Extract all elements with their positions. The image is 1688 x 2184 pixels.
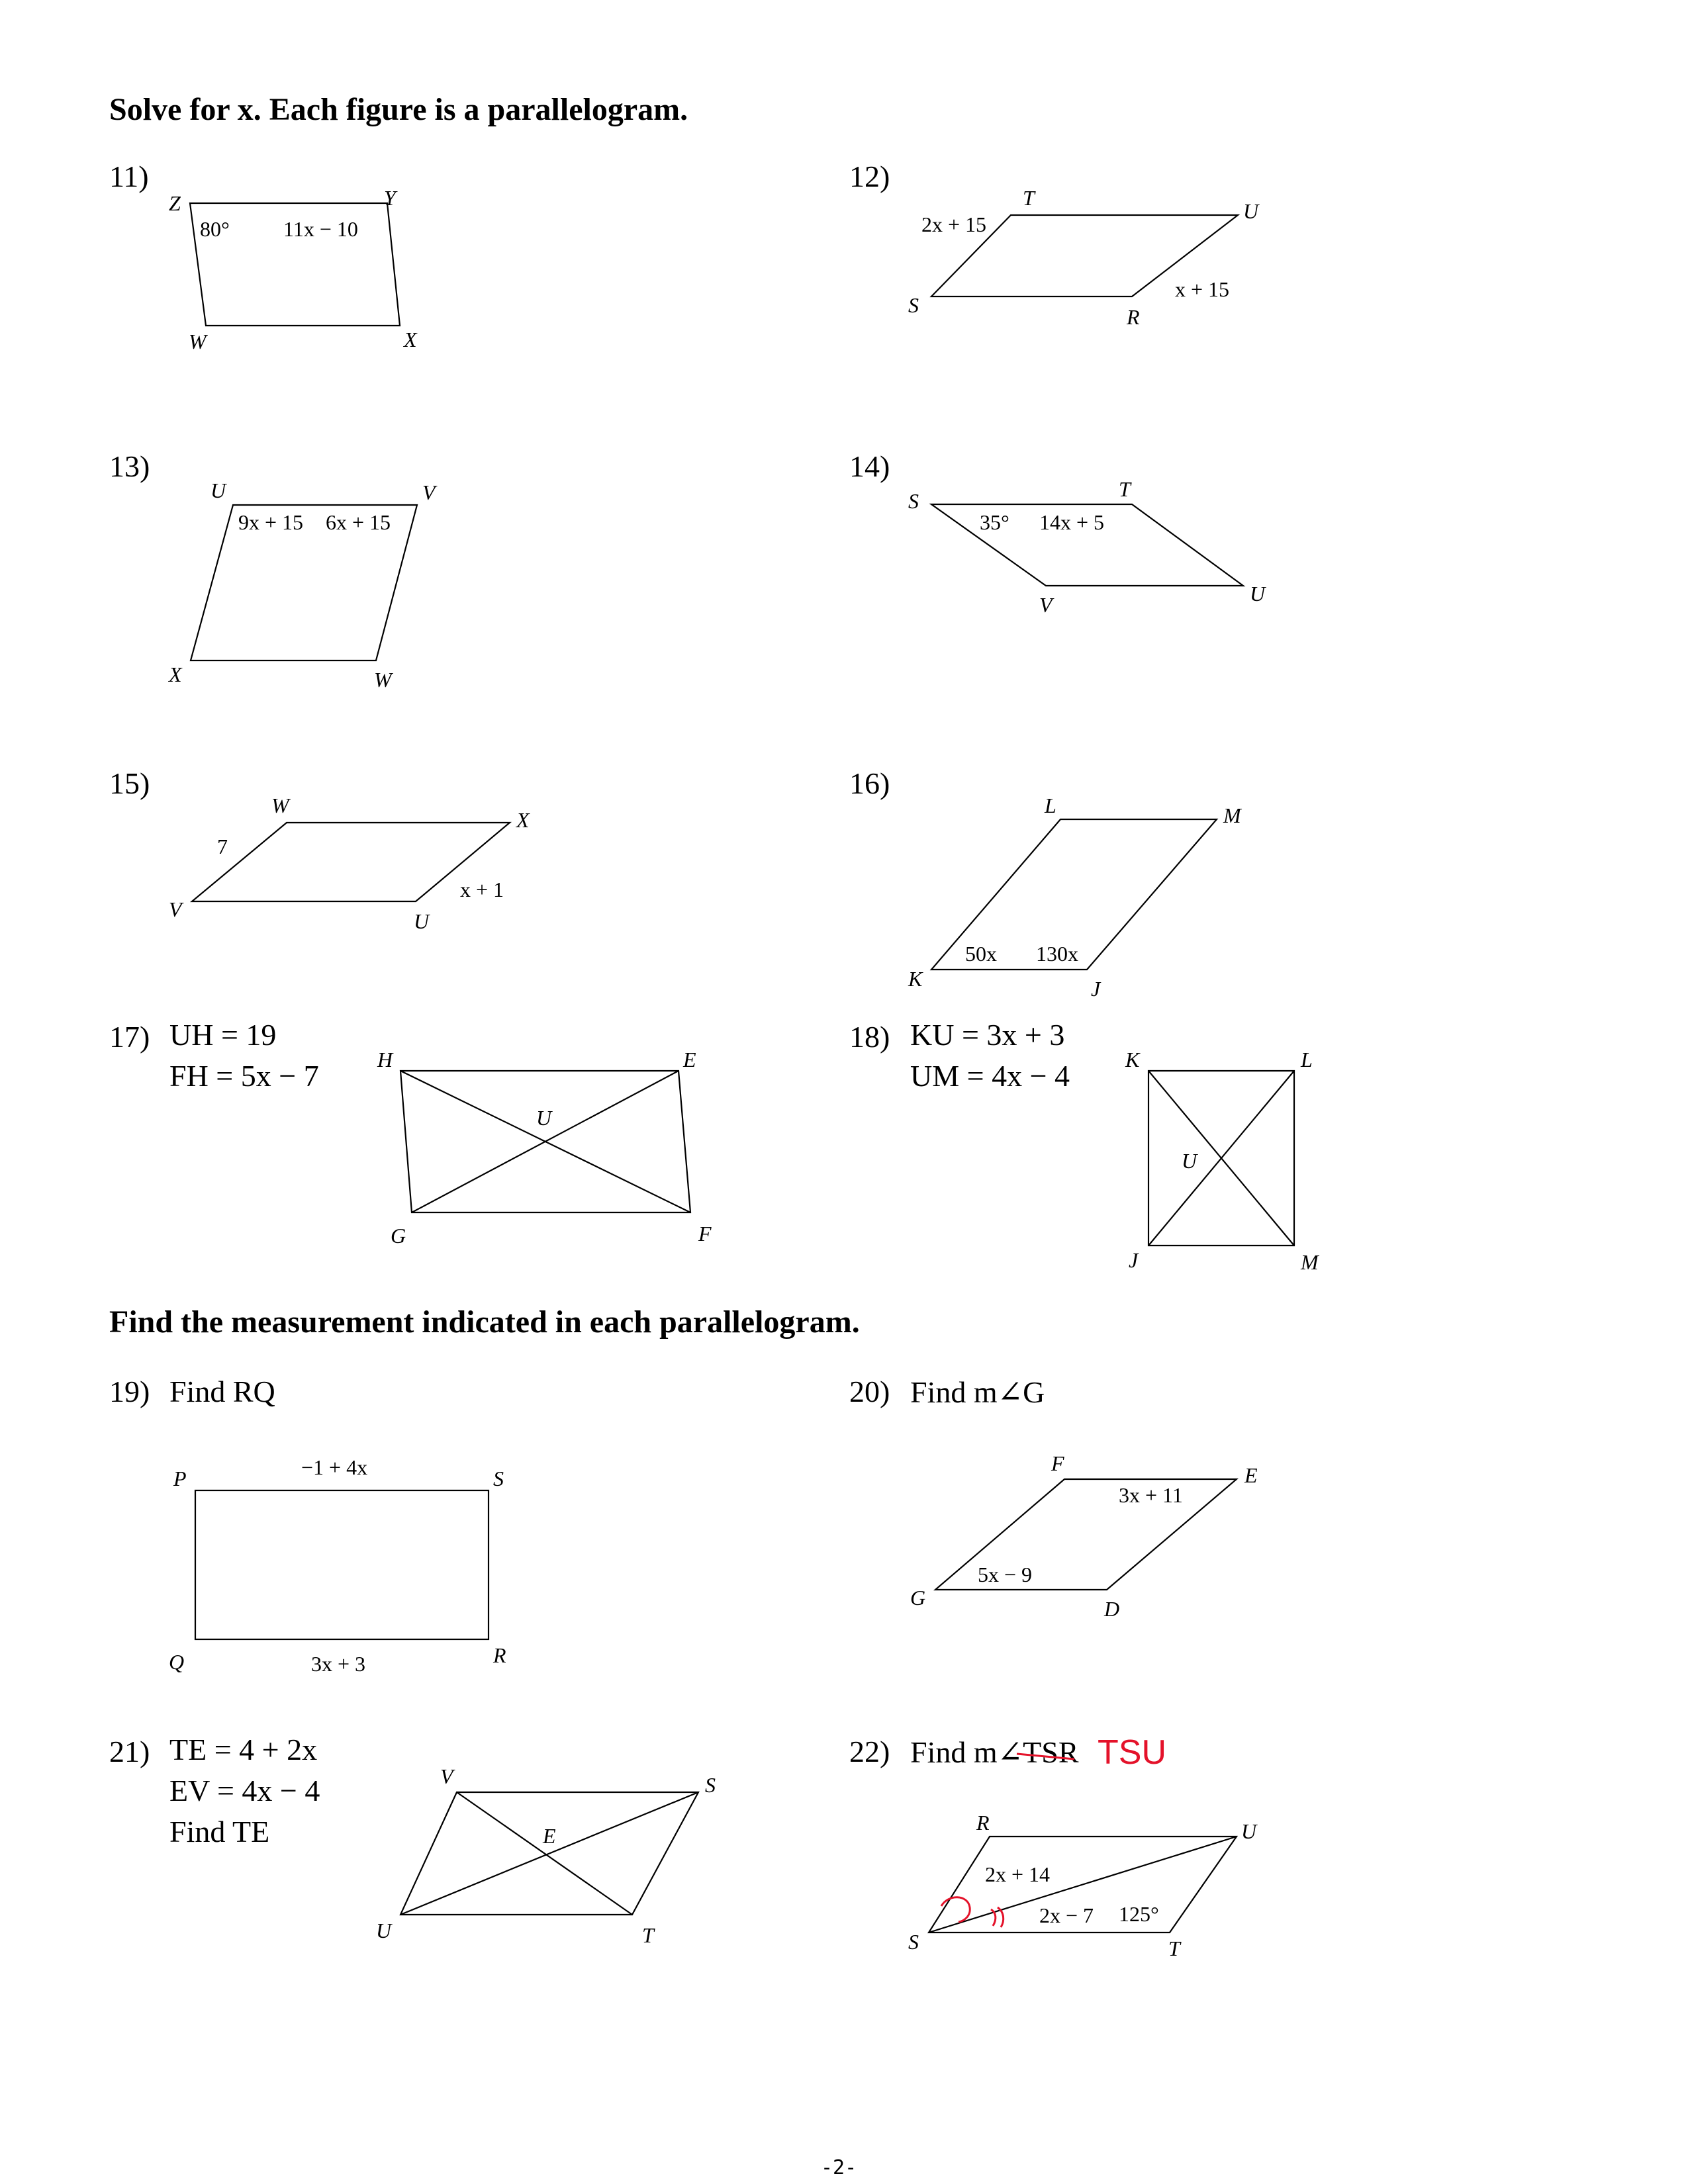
vertex-f: F — [1051, 1451, 1064, 1475]
expression-label-2: 6x + 15 — [326, 510, 391, 534]
figure-19 — [169, 1455, 506, 1676]
vertex-s: S — [705, 1773, 716, 1797]
vertex-v: V — [440, 1764, 453, 1788]
vertex-t: T — [642, 1923, 654, 1947]
vertex-w: W — [189, 330, 207, 353]
vertex-s: S — [908, 1930, 919, 1954]
vertex-f: F — [698, 1222, 712, 1246]
vertex-x: X — [516, 808, 530, 832]
figure-11 — [169, 186, 418, 353]
vertex-w: W — [271, 794, 289, 817]
figure-21 — [376, 1764, 716, 1947]
problem-number-15: 15) — [109, 766, 150, 800]
vertex-t: T — [1023, 186, 1035, 210]
vertex-t: T — [1119, 477, 1131, 501]
problem-number-12: 12) — [849, 159, 890, 193]
figure-20 — [910, 1451, 1258, 1621]
vertex-w: W — [374, 668, 392, 692]
expression-label-1: 3x + 11 — [1119, 1483, 1183, 1507]
problem-number-19: 19) — [109, 1375, 150, 1408]
vertex-u: U — [1250, 582, 1266, 606]
figure-12 — [908, 186, 1260, 329]
vertex-m: M — [1301, 1250, 1319, 1274]
figure-17 — [377, 1048, 712, 1248]
problem-number-20: 20) — [849, 1375, 890, 1408]
angle-label: 125° — [1119, 1902, 1159, 1926]
vertex-m: M — [1223, 803, 1241, 827]
vertex-j: J — [1129, 1248, 1139, 1272]
figure-15 — [169, 794, 530, 933]
problem-number-22: 22) — [849, 1735, 890, 1768]
expression-label: 14x + 5 — [1039, 510, 1105, 534]
diagonal-su — [400, 1792, 698, 1915]
expression-label-2: 2x − 7 — [1039, 1903, 1094, 1927]
vertex-z: Z — [169, 191, 181, 215]
problem-number-13: 13) — [109, 449, 150, 483]
problem-number-11: 11) — [109, 159, 149, 193]
given-21-find: Find TE — [169, 1815, 270, 1848]
vertex-g: G — [391, 1224, 406, 1248]
vertex-e: E — [543, 1824, 556, 1848]
figure-13 — [167, 478, 438, 692]
angle-mark-ink — [941, 1897, 970, 1922]
vertex-x: X — [404, 328, 417, 351]
vertex-v: V — [169, 897, 182, 921]
vertex-h: H — [377, 1048, 393, 1071]
vertex-u: U — [414, 909, 430, 933]
expression-label-1: 50x — [965, 942, 997, 966]
vertex-u: U — [211, 478, 226, 502]
measure-heading: Find the measurement indicated in each parallelogram. — [109, 1304, 860, 1340]
vertex-l: L — [1045, 794, 1056, 817]
side-label-bottom: 3x + 3 — [311, 1652, 366, 1676]
vertex-s: S — [908, 489, 919, 513]
given-17-line2: FH = 5x − 7 — [169, 1059, 319, 1093]
diagonal-eg — [412, 1071, 679, 1212]
expression-label-2: 5x − 9 — [978, 1563, 1033, 1586]
expression-label-1: 9x + 15 — [238, 510, 304, 534]
vertex-x: X — [169, 662, 182, 686]
vertex-t: T — [1168, 1936, 1180, 1960]
expression-label-2: x + 15 — [1175, 277, 1230, 301]
vertex-r: R — [1127, 305, 1140, 329]
vertex-k: K — [908, 967, 923, 991]
vertex-v: V — [1039, 593, 1053, 617]
vertex-d: D — [1104, 1597, 1120, 1621]
vertex-e: E — [1244, 1463, 1258, 1487]
page-number: -2- — [821, 2156, 857, 2179]
problem-number-14: 14) — [849, 449, 890, 483]
solve-heading: Solve for x. Each figure is a parallelogram. — [109, 92, 688, 127]
problem-number-21: 21) — [109, 1735, 150, 1768]
vertex-q: Q — [169, 1650, 185, 1674]
expression-label-1: 2x + 14 — [985, 1862, 1051, 1886]
vertex-e: E — [683, 1048, 696, 1071]
vertex-u: U — [1241, 1819, 1257, 1843]
vertex-k: K — [1125, 1048, 1140, 1071]
find-19: Find RQ — [169, 1375, 275, 1408]
angle-label: 80° — [200, 217, 230, 241]
problem-number-16: 16) — [849, 766, 890, 800]
given-18-line1: KU = 3x + 3 — [910, 1018, 1065, 1052]
figure-22 — [908, 1733, 1258, 1960]
vertex-u: U — [1182, 1149, 1197, 1173]
vertex-r: R — [976, 1811, 990, 1835]
vertex-r: R — [493, 1643, 506, 1667]
vertex-j: J — [1091, 977, 1101, 1001]
rectangle-psrq — [195, 1490, 489, 1639]
expression-label: 11x − 10 — [283, 217, 358, 241]
figure-16 — [908, 794, 1243, 1001]
find-22: Find m∠TSR — [910, 1735, 1079, 1769]
problem-number-17: 17) — [109, 1020, 150, 1054]
figure-14 — [908, 477, 1266, 617]
correction-ink: TSU — [1098, 1733, 1166, 1772]
diagonal-vt — [457, 1792, 632, 1915]
given-21-line1: TE = 4 + 2x — [169, 1733, 318, 1766]
vertex-l: L — [1301, 1048, 1313, 1071]
strikethrough-ink — [1017, 1754, 1074, 1759]
vertex-u: U — [536, 1106, 552, 1130]
vertex-u: U — [1243, 199, 1259, 223]
problem-number-18: 18) — [849, 1020, 890, 1054]
given-18-line2: UM = 4x − 4 — [910, 1059, 1070, 1093]
figure-18 — [1125, 1048, 1320, 1274]
find-20: Find m∠G — [910, 1375, 1045, 1409]
vertex-u: U — [376, 1919, 392, 1942]
vertex-g: G — [910, 1586, 926, 1610]
expression-label-1: 2x + 15 — [921, 212, 987, 236]
vertex-v: V — [422, 480, 436, 504]
vertex-p: P — [173, 1467, 187, 1490]
side-label-top: −1 + 4x — [301, 1455, 368, 1479]
vertex-s: S — [493, 1467, 504, 1490]
expression-label-2: 130x — [1036, 942, 1078, 966]
vertex-s: S — [908, 293, 919, 317]
side-label-2: x + 1 — [460, 878, 504, 901]
vertex-y: Y — [384, 186, 396, 210]
given-21-line2: EV = 4x − 4 — [169, 1774, 320, 1807]
side-label-1: 7 — [217, 835, 228, 858]
double-arc-ink — [991, 1907, 1004, 1927]
angle-label: 35° — [980, 510, 1009, 534]
given-17-line1: UH = 19 — [169, 1018, 277, 1052]
